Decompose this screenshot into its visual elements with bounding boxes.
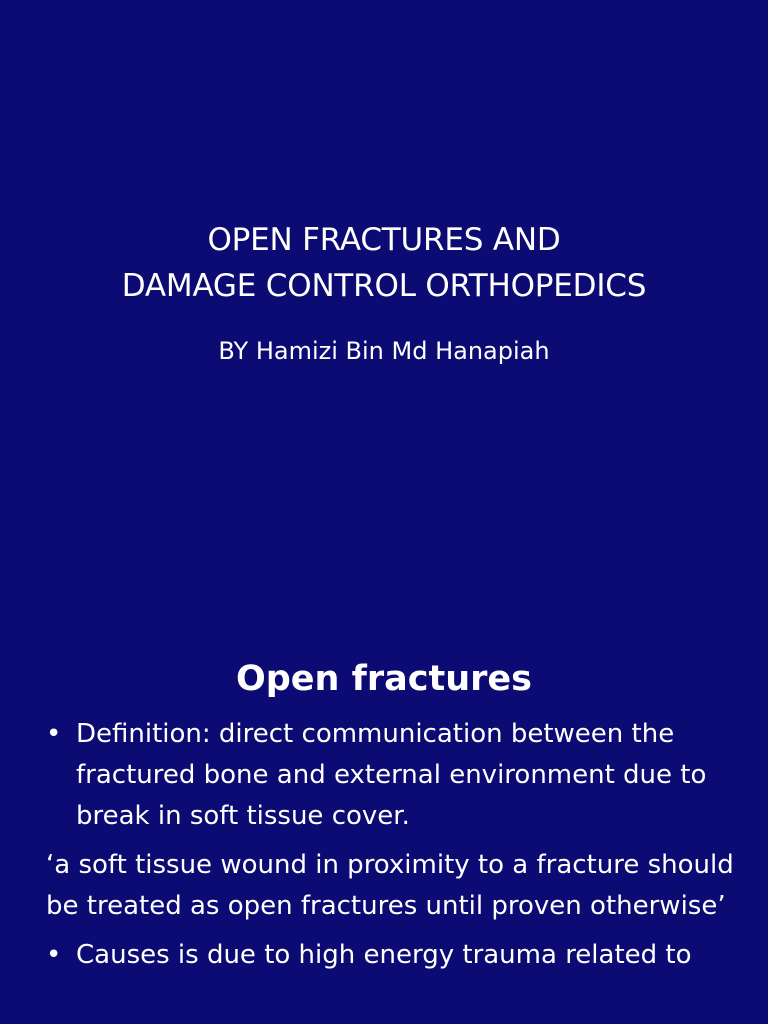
bullet-text: Causes is due to high energy trauma related to — [76, 940, 692, 970]
title-line-2: DAMAGE CONTROL ORTHOPEDICS — [121, 267, 647, 304]
slide-heading: Open fractures — [236, 659, 532, 700]
content-slide — [0, 578, 768, 1024]
title-line-1: OPEN FRACTURES AND — [207, 221, 561, 258]
author-line: BY Hamizi Bin Md Hanapiah — [218, 337, 550, 365]
bullet-text: Definition: direct communication between the fractured bone and external environment due to break in soft tissue cover. — [76, 719, 707, 831]
quote-text: ‘a soft tissue wound in proximity to a fracture should be treated as open fractures until proven otherwise’ — [46, 850, 734, 921]
bullet-item-causes — [46, 935, 736, 976]
bullet-icon: • — [46, 719, 62, 749]
presentation-title — [0, 217, 768, 309]
bullet-item-definition — [46, 714, 736, 837]
bullet-icon: • — [46, 940, 62, 970]
slide-body — [46, 714, 736, 976]
